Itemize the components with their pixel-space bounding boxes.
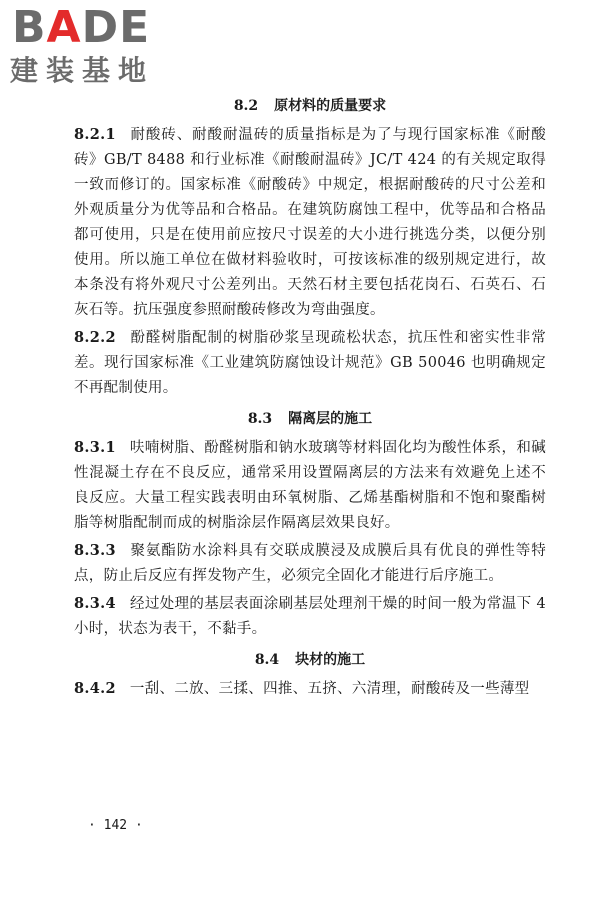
- clause-number: 8.4.2: [74, 680, 116, 697]
- section-number: 8.4: [254, 652, 280, 668]
- page-number: · 142 ·: [88, 818, 143, 833]
- logo-letter-a: A: [46, 2, 82, 53]
- clause-number: 8.3.3: [74, 542, 116, 559]
- clause-number: 8.2.2: [74, 329, 116, 346]
- section-heading-8-4: [74, 644, 546, 676]
- logo-brand: [12, 4, 180, 52]
- section-title: 隔离层的施工: [288, 411, 373, 427]
- section-title: 原材料的质量要求: [274, 98, 387, 114]
- clause-text: 聚氨酯防水涂料具有交联成膜浸及成膜后具有优良的弹性等特点，防止后反应有挥发物产生，必须完全固化才能进行后序施工。: [74, 543, 546, 584]
- clause-8-2-2: [74, 325, 546, 401]
- section-heading-8-3: [74, 403, 546, 435]
- clause-8-3-1: [74, 435, 546, 536]
- clause-text: 酚醛树脂配制的树脂砂浆呈现疏松状态，抗压性和密实性非常差。现行国家标准《工业建筑防腐蚀设计规范》GB 50046 也明确规定不再配制使用。: [74, 330, 546, 396]
- clause-text: 一刮、二放、三揉、四推、五挤、六清理，耐酸砖及一些薄型: [129, 681, 530, 697]
- clause-text: 经过处理的基层表面涂刷基层处理剂干燥的时间一般为常温下 4 小时，状态为表干，不黏手。: [74, 596, 546, 637]
- logo-chinese: 建装基地: [10, 54, 155, 87]
- page-content: [74, 90, 546, 704]
- clause-8-2-1: [74, 122, 546, 323]
- section-heading-8-2: [74, 90, 546, 122]
- clause-number: 8.3.1: [74, 439, 116, 456]
- section-number: 8.3: [247, 411, 273, 427]
- logo-letter-b: B: [12, 2, 47, 53]
- clause-number: 8.3.4: [74, 595, 116, 612]
- bade-logo: [10, 4, 180, 90]
- clause-8-3-4: [74, 591, 546, 642]
- clause-8-4-2: [74, 676, 546, 702]
- clause-text: 耐酸砖、耐酸耐温砖的质量指标是为了与现行国家标准《耐酸砖》GB/T 8488 和行业标准《耐酸耐温砖》JC/T 424 的有关规定取得一致而修订的。国家标准《耐酸砖》中规定，根据耐酸砖的尺寸公差和外观质量分为优等品和合格品。在建筑防腐蚀工程中，优等品和合格品都可使用，只是在使用前应按尺寸误差的大小进行挑选分类，以便分别使用。所以施工单位在做材料验收时，可按该标准的级别规定进行，故本条没有将外观尺寸公差列出。天然石材主要包括花岗石、石英石、石灰石等。抗压强度参照耐酸砖修改为弯曲强度。: [74, 127, 546, 318]
- logo-letters-de: DE: [81, 2, 151, 53]
- clause-8-3-3: [74, 538, 546, 589]
- section-title: 块材的施工: [295, 652, 366, 668]
- clause-number: 8.2.1: [74, 126, 116, 143]
- section-number: 8.2: [233, 98, 259, 114]
- clause-text: 呋喃树脂、酚醛树脂和钠水玻璃等材料固化均为酸性体系，和碱性混凝土存在不良反应，通常采用设置隔离层的方法来有效避免上述不良反应。大量工程实践表明由环氧树脂、乙烯基酯树脂和不饱和聚酯树脂等树脂配制而成的树脂涂层作隔离层效果良好。: [74, 440, 546, 531]
